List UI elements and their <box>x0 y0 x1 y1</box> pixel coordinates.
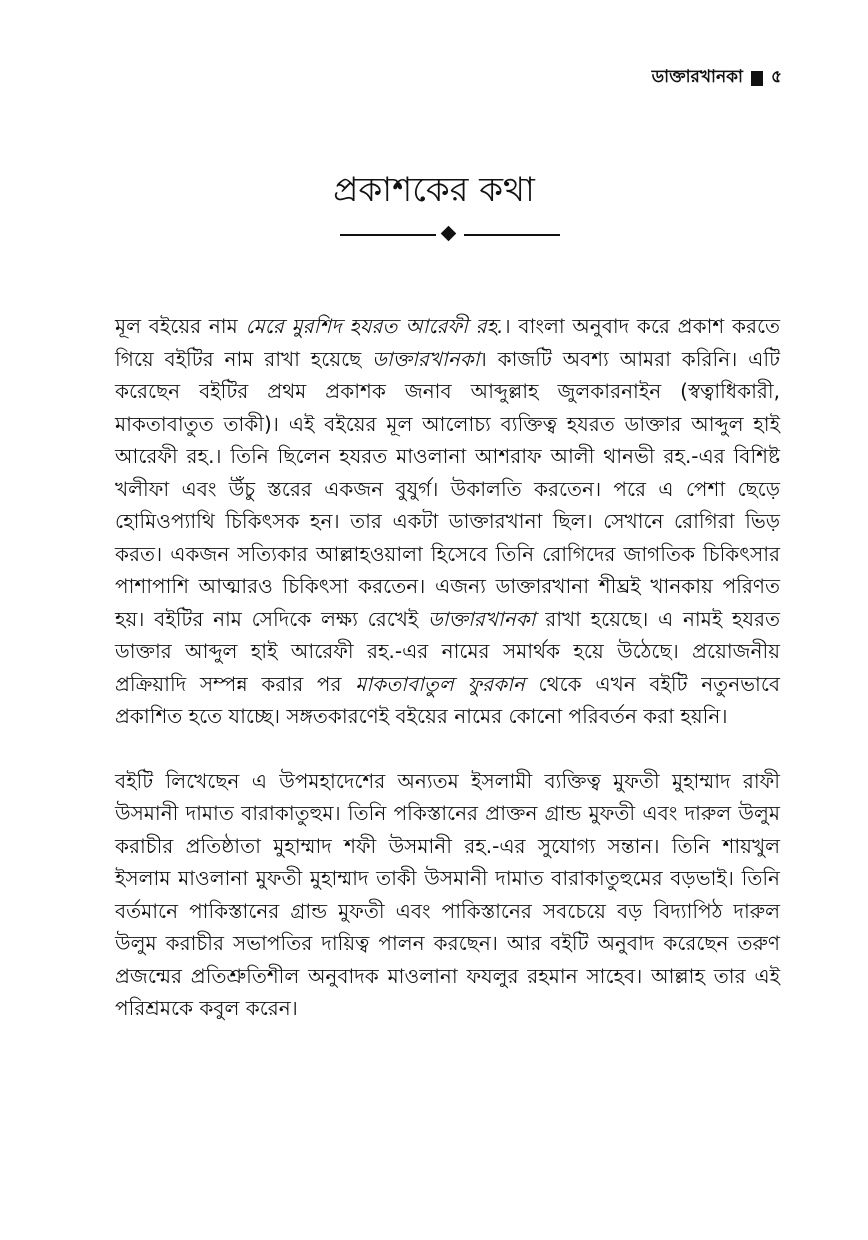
text-run: । কাজটি অবশ্য আমরা করিনি। এটি করেছেন বইটির প্রথম প্রকাশক জনাব আব্দুল্লাহ জুলকারনাইন (স্বত্বাধিকারী, মাকতাবাতুত তাকী)। এই বইয়ের মূল আলোচ্য ব্যক্তিত্ব হযরত ডাক্তার আব্দুল হাই আরেফী রহ.। তিনি ছিলেন হযরত মাওলানা আশরাফ আলী থানভী রহ.-এর বিশিষ্ট খলীফা এবং উঁচু স্তরের একজন বুযুর্গ। উকালতি করতেন। পরে এ পেশা ছেড়ে হোমিওপ্যাথি চিকিৎসক হন। তার একটা ডাক্তারখানা ছিল। সেখানে রোগিরা ভিড় করত। একজন সত্যিকার আল্লাহওয়ালা হিসেবে তিনি রোগিদের জাগতিক চিকিৎসার পাশাপাশি আত্মারও চিকিৎসা করতেন। এজন্য ডাক্তারখানা শীঘ্রই খানকায় পরিণত হয়। বইটির নাম সেদিকে লক্ষ্য রেখেই <box>115 346 780 631</box>
page-title: প্রকাশকের কথা <box>333 170 535 210</box>
page-number: ৫ <box>770 67 782 87</box>
text-run: মূল বইয়ের নাম <box>115 314 246 338</box>
title-divider <box>340 227 560 243</box>
book-title-bangla: ডাক্তারখানকা <box>428 606 536 631</box>
divider-line-left <box>340 234 436 236</box>
running-title: ডাক্তারখানকা <box>651 67 743 87</box>
diamond-icon <box>441 226 457 242</box>
text-run: রাখা হয়েছে। এ নামই হযরত ডাক্তার আব্দুল হাই আরেফী রহ.-এর নামের সমার্থক হয়ে উঠেছে। প্রয়োজনীয় প্রক্রিয়াদি সম্পন্ন করার পর <box>115 606 780 696</box>
publisher-name: মাকতাবাতুল ফুরকান <box>355 671 525 696</box>
divider-line-right <box>464 234 560 236</box>
text-run: থেকে এখন বইটি নতুনভাবে প্রকাশিত হতে যাচ্ছে। সঙ্গতকারণেই বইয়ের নামের কোনো পরিবর্তন করা হয়নি। <box>115 671 780 728</box>
book-title-original: মেরে মুরশিদ হযরত আরেফী রহ. <box>245 314 504 338</box>
book-title-bangla: ডাক্তারখানকা <box>372 346 480 371</box>
text-run: । বাংলা অনুবাদ করে প্রকাশ করতে গিয়ে বইটির নাম রাখা হয়েছে <box>115 314 781 371</box>
paragraph-1 <box>115 310 780 733</box>
body-text <box>115 310 780 1025</box>
running-header <box>652 64 782 92</box>
square-ornament-icon <box>751 71 763 86</box>
paragraph-2: বইটি লিখেছেন এ উপমহাদেশের অন্যতম ইসলামী ব্যক্তিত্ব মুফতী মুহাম্মাদ রাফী উসমানী দামাত বারাকাতুহুম। তিনি পকিস্তানের প্রাক্তন গ্রান্ড মুফতী এবং দারুল উলুম করাচীর প্রতিষ্ঠাতা মুহাম্মাদ শফী উসমানী রহ.-এর সুযোগ্য সন্তান। তিনি শায়খুল ইসলাম মাওলানা মুফতী মুহাম্মাদ তাকী উসমানী দামাত বারাকাতুহুমের বড়ভাই। তিনি বর্তমানে পাকিস্তানের গ্রান্ড মুফতী এবং পাকিস্তানের সবচেয়ে বড় বিদ্যাপিঠ দারুল উলুম করাচীর সভাপতির দায়িত্ব পালন করছেন। আর বইটি অনুবাদ করেছেন তরুণ প্রজন্মের প্রতিশ্রুতিশীল অনুবাদক মাওলানা ফযলুর রহমান সাহেব। আল্লাহ তার এই পরিশ্রমকে কবুল করেন। <box>115 768 780 1020</box>
